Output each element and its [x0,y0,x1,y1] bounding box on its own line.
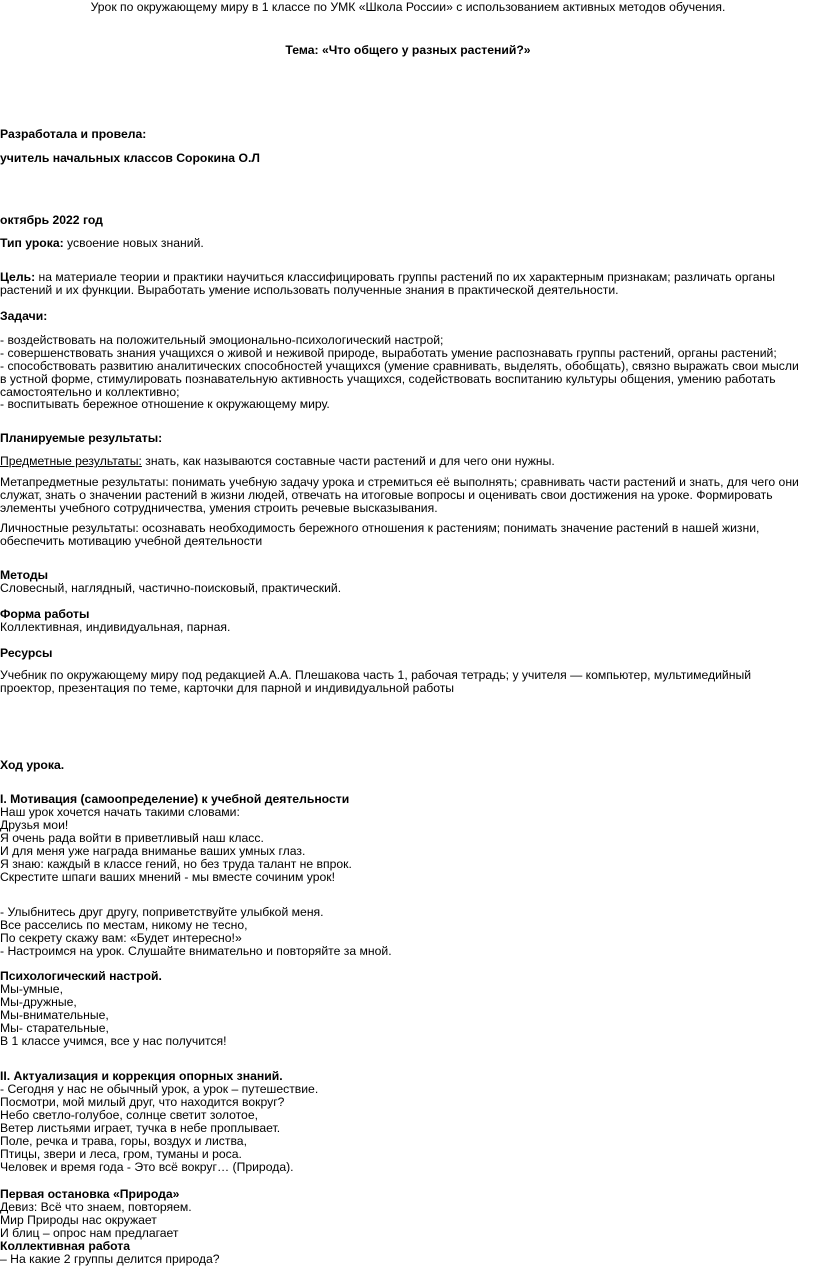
document-subtitle: Урок по окружающему миру в 1 классе по УМК «Школа России» с использованием активных методов обучения. [90,0,726,14]
greeting-line: Все расселись по местам, никому не тесно, [0,918,248,932]
resources-value: Учебник по окружающему миру под редакцией А.А. Плешакова часть 1, рабочая тетрадь; у учителя — компьютер, мультимедийный проектор, презентация по теме, карточки для парной и индивидуальной работы [0,668,752,696]
subject-results-value: знать, как называются составные части растений и для чего они нужны. [141,454,555,468]
task-item: - воспитывать бережное отношение к окружающему миру. [0,397,330,411]
greeting-line: - Настроимся на урок. Слушайте внимательно и повторяйте за мной. [0,944,392,958]
poem-line: Птицы, звери и леса, гром, туманы и роса. [0,1147,242,1161]
author-name: учитель начальных классов Сорокина О.Л [0,151,260,165]
results-label: Планируемые результаты: [0,431,163,445]
author-label: Разработала и провела: [0,127,147,141]
mood-line: Мы-дружные, [0,995,77,1009]
poem-line: Друзья мои! [0,818,69,832]
stop-line: Девиз: Всё что знаем, повторяем. [0,1200,192,1214]
personal-results: Личностные результаты: осознавать необходимость бережного отношения к растениям; понимать значение растений в нашей жизни, обеспечить мотивацию учебной деятельности [0,521,760,549]
collective-work-label: Коллективная работа [0,1239,131,1253]
mood-line: В 1 классе учимся, все у нас получится! [0,1034,227,1048]
greeting-line: По секрету скажу вам: «Будет интересно!» [0,931,242,945]
poem-line: И для меня уже награда вниманье ваших умных глаз. [0,844,306,858]
poem-line: - Сегодня у нас не обычный урок, а урок – путешествие. [0,1082,319,1096]
methods-label: Методы [0,568,49,582]
poem-line: Посмотри, мой милый друг, что находится вокруг? [0,1095,285,1109]
document-topic: Тема: «Что общего у разных растений?» [285,43,531,57]
tasks-label: Задачи: [0,309,48,323]
stop-line: Мир Природы нас окружает [0,1213,157,1227]
mood-line: Мы-умные, [0,982,63,996]
stage1-title: I. Мотивация (самоопределение) к учебной деятельности [0,792,350,806]
goal-label: Цель: [0,270,36,284]
lesson-goal [0,271,806,297]
lesson-type [0,237,204,250]
stage2-title: II. Актуализация и коррекция опорных знаний. [0,1069,283,1083]
question-line: – На какие 2 группы делится природа? [0,1252,220,1266]
work-form-value: Коллективная, индивидуальная, парная. [0,620,231,634]
subject-results-label: Предметные результаты: [0,454,142,468]
task-item: - способствовать развитию аналитических способностей учащихся (умение сравнивать, выделять, обобщать), связно выражать свои мысли в устной форме, стимулировать познавательную активность учащихся, содействовать воспитанию культуры общения, умению работать самостоятельно и коллективно; [0,359,799,400]
poem-line: Скрестите шпаги ваших мнений - мы вместе сочиним урок! [0,870,335,884]
document-date: октябрь 2022 год [0,213,103,227]
poem-line: Ветер листьями играет, тучка в небе проплывает. [0,1121,281,1135]
poem-line: Человек и время года - Это всё вокруг… (Природа). [0,1160,294,1174]
task-item: - воздействовать на положительный эмоционально-психологический настрой; [0,333,444,347]
mood-line: Мы- старательные, [0,1021,109,1035]
task-item: - совершенствовать знания учащихся о живой и неживой природе, выработать умение распознавать группы растений, органы растений; [0,346,777,360]
methods-value: Словесный, наглядный, частично-поисковый, практический. [0,581,342,595]
lesson-course-label: Ход урока. [0,758,65,772]
stop-line: И блиц – опрос нам предлагает [0,1226,179,1240]
first-stop-label: Первая остановка «Природа» [0,1187,180,1201]
meta-results: Метапредметные результаты: понимать учебную задачу урока и стремиться её выполнять; сравнивать части растений и знать, для чего они служат, знать о значении растений в жизни людей, отвечать на итоговые вопросы и оценивать свои достижения на уроке. Формировать элементы учебного сотрудничества, умения строить речевые высказывания. [0,475,799,516]
greeting-line: - Улыбнитесь друг другу, поприветствуйте улыбкой меня. [0,905,324,919]
resources-label: Ресурсы [0,646,53,660]
poem-line: Я очень рада войти в приветливый наш класс. [0,831,264,845]
mood-line: Мы-внимательные, [0,1008,109,1022]
goal-value: на материале теории и практики научиться классифицировать группы растений по их характерным признакам; различать органы растений и их функции. Выработать умение использовать полученные знания в практической деятельности. [0,270,775,298]
poem-line: Небо светло-голубое, солнце светит золотое, [0,1108,258,1122]
poem-line: Поле, речка и трава, горы, воздух и листва, [0,1134,247,1148]
lesson-type-label: Тип урока: [0,236,64,250]
subject-results [0,455,555,468]
lesson-type-value: усвоение новых знаний. [63,236,204,250]
mood-label: Психологический настрой. [0,969,162,983]
poem-line: Я знаю: каждый в классе гений, но без труда талант не впрок. [0,857,352,871]
work-form-label: Форма работы [0,607,90,621]
poem-line: Наш урок хочется начать такими словами: [0,805,240,819]
